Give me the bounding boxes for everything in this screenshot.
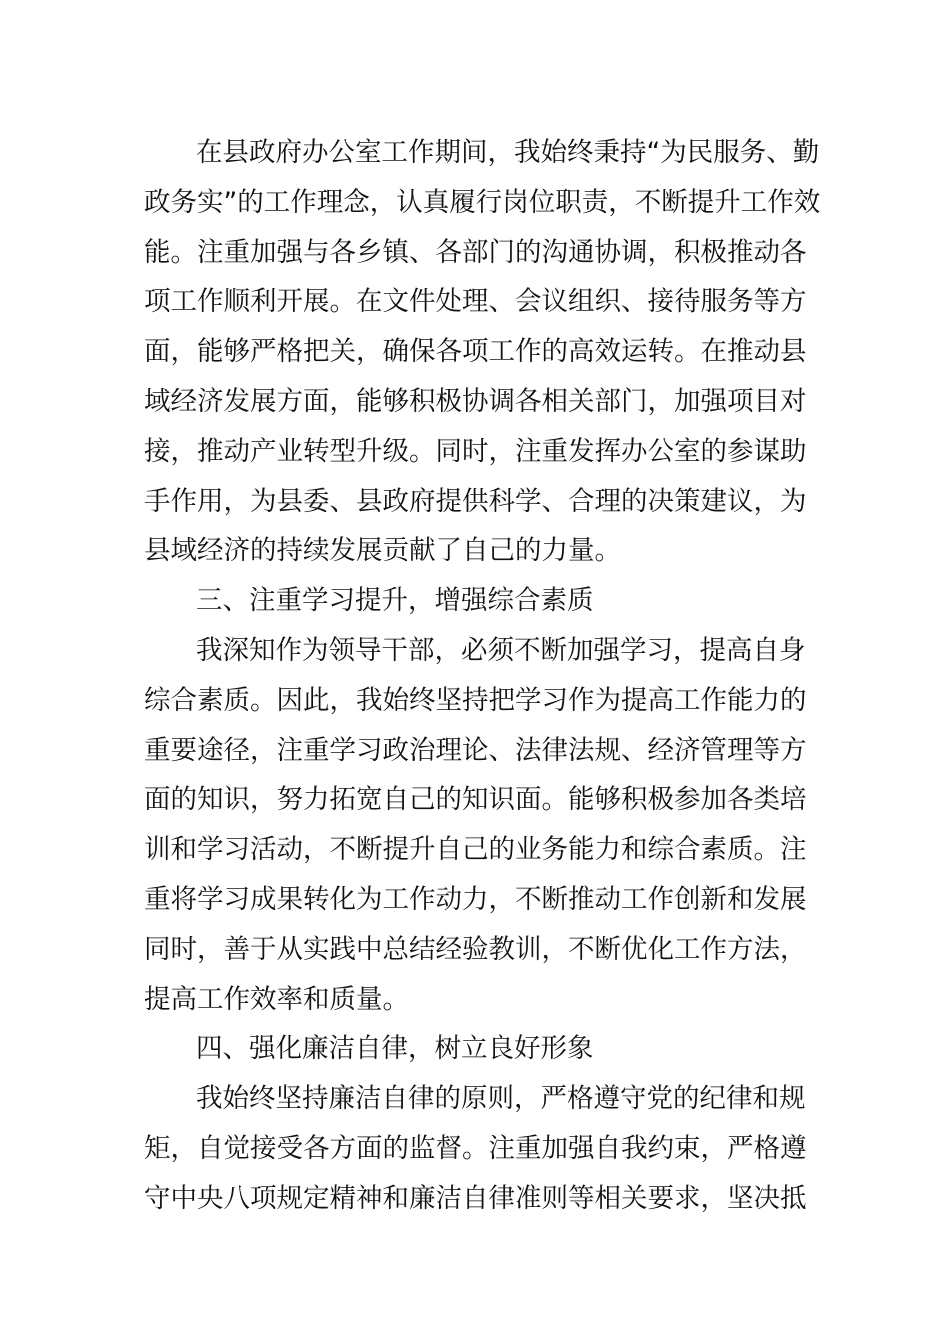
paragraph-line: 训和学习活动，不断提升自己的业务能力和综合素质。注 [144, 834, 807, 866]
paragraph-line: 我始终坚持廉洁自律的原则，严格遵守党的纪律和规 [196, 1083, 806, 1115]
paragraph-line: 政务实”的工作理念，认真履行岗位职责，不断提升工作效 [144, 186, 821, 218]
paragraph-line: 我深知作为领导干部，必须不断加强学习，提高自身 [196, 634, 806, 666]
paragraph-line: 域经济发展方面，能够积极协调各相关部门，加强项目对 [144, 385, 807, 417]
paragraph-line: 在县政府办公室工作期间，我始终秉持“为民服务、勤 [196, 137, 820, 168]
paragraph-line: 面的知识，努力拓宽自己的知识面。能够积极参加各类培 [144, 784, 807, 816]
paragraph-line: 矩，自觉接受各方面的监督。注重加强自我约束，严格遵 [144, 1132, 807, 1164]
paragraph-line: 综合素质。因此，我始终坚持把学习作为提高工作能力的 [144, 684, 807, 716]
paragraph-line: 能。注重加强与各乡镇、各部门的沟通协调，积极推动各 [144, 236, 807, 268]
section-heading: 四、强化廉洁自律，树立良好形象 [196, 1033, 594, 1065]
paragraph-line: 县域经济的持续发展贡献了自己的力量。 [144, 535, 621, 567]
paragraph-line: 项工作顺利开展。在文件处理、会议组织、接待服务等方 [144, 286, 807, 318]
document-body [144, 128, 821, 1224]
paragraph-line: 接，推动产业转型升级。同时，注重发挥办公室的参谋助 [144, 435, 807, 467]
paragraph-line: 手作用，为县委、县政府提供科学、合理的决策建议，为 [144, 485, 807, 517]
paragraph-line: 守中央八项规定精神和廉洁自律准则等相关要求，坚决抵 [144, 1182, 807, 1214]
paragraph-line: 提高工作效率和质量。 [144, 983, 409, 1015]
paragraph-line: 重要途径，注重学习政治理论、法律法规、经济管理等方 [144, 734, 807, 766]
paragraph-line: 面，能够严格把关，确保各项工作的高效运转。在推动县 [144, 336, 807, 368]
paragraph-line: 重将学习成果转化为工作动力，不断推动工作创新和发展 [144, 883, 807, 915]
paragraph-line: 同时，善于从实践中总结经验教训，不断优化工作方法， [144, 933, 807, 965]
section-heading: 三、注重学习提升，增强综合素质 [196, 585, 594, 617]
